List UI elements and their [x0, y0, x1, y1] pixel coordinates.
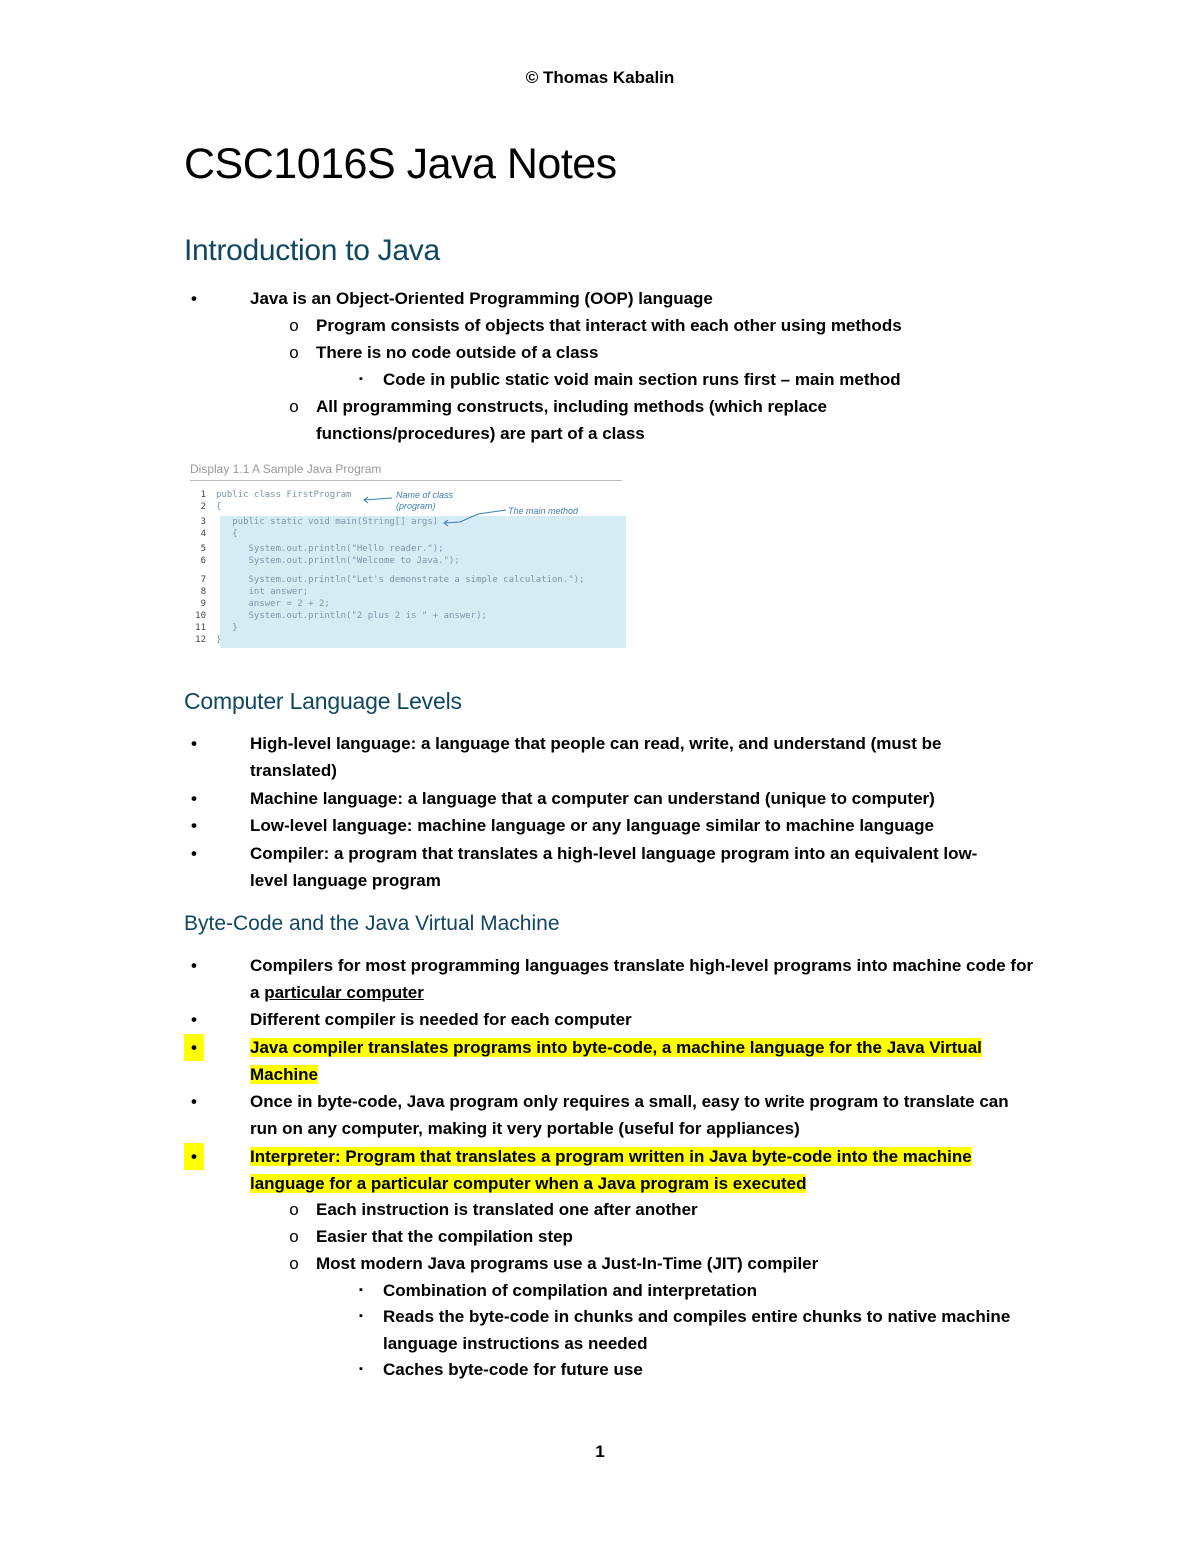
code-text: answer = 2 + 2;: [216, 599, 330, 609]
square-bullet-icon: ▪: [359, 1310, 363, 1322]
figure-caption: Display 1.1 A Sample Java Program: [190, 462, 382, 476]
line-number: 5: [200, 544, 206, 554]
code-text: {: [216, 529, 238, 539]
list-item: o Most modern Java programs use a Just-In-Time (JIT) compiler: [316, 1250, 1036, 1277]
list-item: • Compilers for most programming languages translate high-level programs into machine code for a particular computer: [250, 952, 1040, 1006]
bullet-icon: •: [191, 844, 197, 863]
bullet-icon: •: [184, 1034, 204, 1061]
underlined-text: particular computer: [264, 983, 424, 1002]
line-number: 12: [195, 635, 206, 645]
line-number: 1: [200, 490, 206, 500]
code-text: System.out.println("2 plus 2 is " + answer);: [216, 611, 487, 621]
list-item: • High-level language: a language that people can read, write, and understand (must be translated): [250, 730, 980, 784]
line-number: 7: [200, 575, 206, 585]
code-text: public static void main(String[] args): [216, 517, 439, 527]
bullet-icon: •: [191, 1010, 197, 1029]
line-number: 6: [200, 556, 206, 566]
list-item: • Java is an Object-Oriented Programming (OOP) language: [250, 285, 1040, 312]
heading-computer-language-levels: Computer Language Levels: [184, 688, 462, 714]
list-item: • Once in byte-code, Java program only requires a small, easy to write program to translate can run on any computer, making it very portable (useful for appliances): [250, 1088, 1040, 1142]
annotation-arrows: [190, 458, 622, 660]
line-number: 8: [200, 587, 206, 597]
sample-java-program-figure: [190, 458, 622, 660]
code-text: }: [216, 635, 222, 645]
bullet-icon: •: [191, 956, 197, 975]
page-number: 1: [595, 1442, 605, 1461]
list-item: ▪ Combination of compilation and interpretation: [383, 1277, 1043, 1304]
circle-bullet-icon: o: [289, 316, 299, 335]
square-bullet-icon: ▪: [359, 373, 363, 385]
line-number: 3: [200, 517, 206, 527]
list-item: • Different compiler is needed for each computer: [250, 1006, 1040, 1033]
list-item: ▪ Caches byte-code for future use: [383, 1356, 1043, 1383]
list-item: ▪ Reads the byte-code in chunks and compiles entire chunks to native machine language instructions as needed: [383, 1303, 1033, 1357]
list-item-highlighted: [191, 1034, 1010, 1088]
list-item: o Easier that the compilation step: [316, 1223, 1036, 1250]
code-text: public class FirstProgram: [216, 490, 352, 500]
line-number: 11: [195, 623, 206, 633]
annotation-main-method: The main method: [508, 506, 579, 516]
list-item: o There is no code outside of a class: [316, 339, 1036, 366]
code-text: {: [216, 502, 222, 512]
document-title: CSC1016S Java Notes: [184, 140, 617, 188]
bullet-icon: •: [184, 1143, 204, 1170]
list-item: o Each instruction is translated one after another: [316, 1196, 1036, 1223]
circle-bullet-icon: o: [289, 1254, 299, 1273]
circle-bullet-icon: o: [289, 1200, 299, 1219]
heading-bytecode-and-jvm: Byte-Code and the Java Virtual Machine: [184, 912, 560, 935]
bullet-icon: •: [191, 816, 197, 835]
list-item: • Compiler: a program that translates a high-level language program into an equivalent low-level language program: [250, 840, 1000, 894]
copyright-header: © Thomas Kabalin: [525, 68, 675, 87]
highlighted-text: Interpreter: Program that translates a program written in Java byte-code into the machine language for a particular computer when a Java program is executed: [250, 1147, 972, 1193]
heading-introduction-to-java: Introduction to Java: [184, 234, 440, 267]
bullet-icon: •: [191, 289, 197, 308]
square-bullet-icon: ▪: [359, 1363, 363, 1375]
code-text: int answer;: [216, 587, 309, 597]
square-bullet-icon: ▪: [359, 1284, 363, 1296]
circle-bullet-icon: o: [289, 343, 299, 362]
list-item: • Machine language: a language that a computer can understand (unique to computer): [250, 785, 1040, 812]
line-number: 2: [200, 502, 206, 512]
code-text: System.out.println("Welcome to Java.");: [216, 556, 460, 566]
list-item: • Low-level language: machine language or any language similar to machine language: [250, 812, 1040, 839]
bullet-icon: •: [191, 1092, 197, 1111]
list-item: o Program consists of objects that interact with each other using methods: [316, 312, 1036, 339]
highlighted-text: Java compiler translates programs into byte-code, a machine language for the Java Virtual Machine: [250, 1038, 982, 1084]
list-item: ▪ Code in public static void main section runs first – main method: [383, 366, 1043, 393]
line-number: 4: [200, 529, 206, 539]
list-item: o All programming constructs, including methods (which replace functions/procedures) are part of a class: [316, 393, 876, 447]
line-number: 10: [195, 611, 206, 621]
line-number: 9: [200, 599, 206, 609]
circle-bullet-icon: o: [289, 1227, 299, 1246]
circle-bullet-icon: o: [289, 397, 299, 416]
code-text: System.out.println("Hello reader.");: [216, 544, 444, 554]
code-text: }: [216, 623, 238, 633]
list-item-highlighted: [191, 1143, 1010, 1197]
code-text: System.out.println("Let's demonstrate a simple calculation.");: [216, 575, 585, 585]
annotation-class-name: Name of class (program): [396, 490, 454, 511]
bullet-icon: •: [191, 734, 197, 753]
bullet-icon: •: [191, 789, 197, 808]
